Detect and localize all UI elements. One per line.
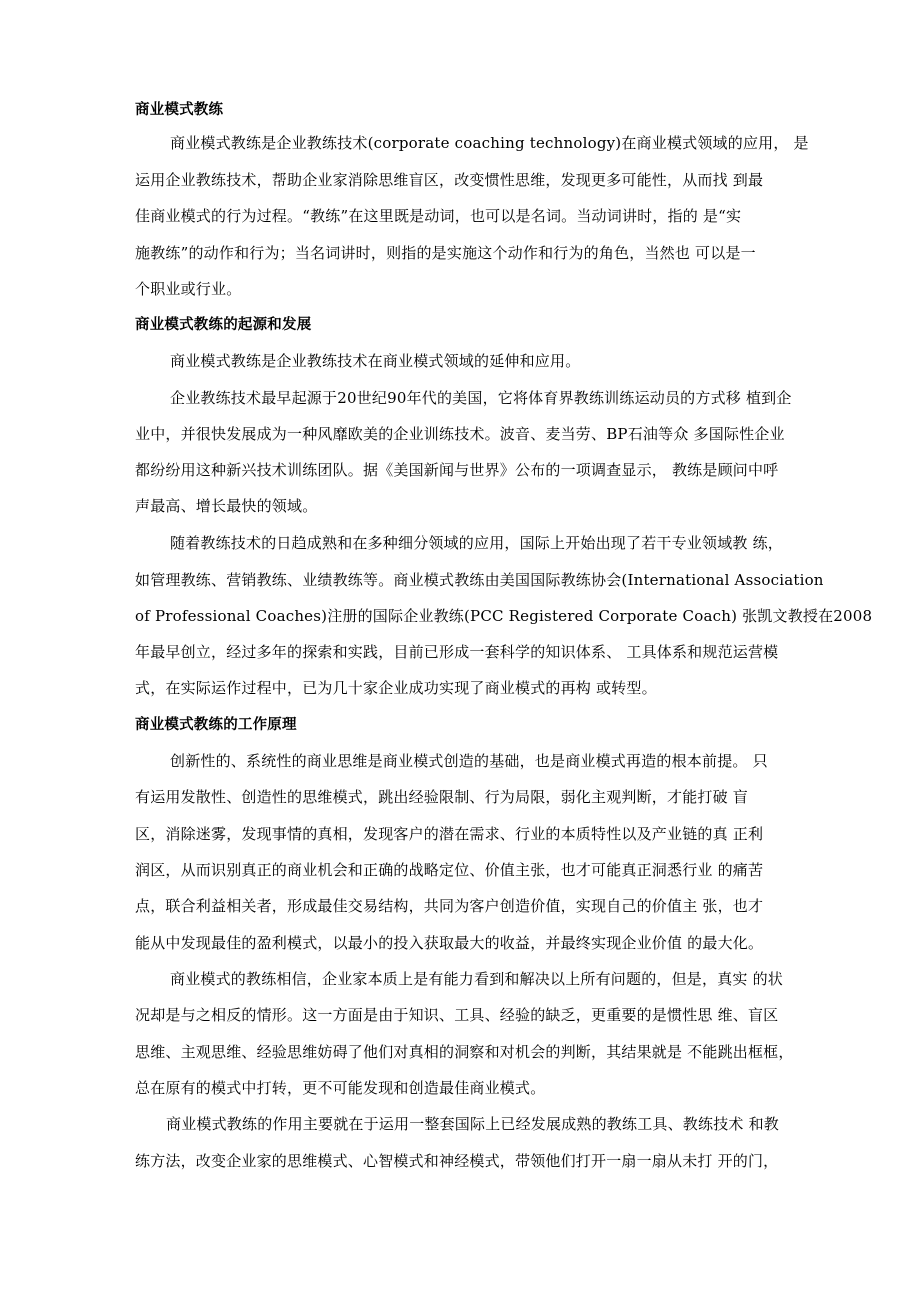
paragraph-line: 商业模式教练是企业教练技术在商业模式领域的延伸和应用。	[170, 352, 581, 370]
paragraph-line: 况却是与之相反的情形。这一方面是由于知识、工具、经验的缺乏，更重要的是惯性思 维、盲区	[135, 1006, 779, 1024]
paragraph-line: 润区，从而识别真正的商业机会和正确的战略定位、价值主张，也才可能真正洞悉行业 的痛苦	[135, 861, 764, 879]
paragraph-line: 练方法，改变企业家的思维模式、心智模式和神经模式，带领他们打开一扇一扇从未打 开的门，	[135, 1152, 779, 1170]
paragraph-line: 商业模式教练是企业教练技术(corporate coaching technology)在商业模式领域的应用， 是	[170, 134, 809, 152]
paragraph-line: of Professional Coaches)注册的国际企业教练(PCC Registered Corporate Coach) 张凯文教授在2008	[135, 607, 873, 625]
paragraph-line: 能从中发现最佳的盈利模式，以最小的投入获取最大的收益，并最终实现企业价值 的最大化。	[135, 934, 764, 952]
paragraph-line: 思维、主观思维、经验思维妨碍了他们对真相的洞察和对机会的判断，其结果就是 不能跳出框框，	[135, 1043, 794, 1061]
paragraph-line: 年最早创立，经过多年的探索和实践，目前已形成一套科学的知识体系、 工具体系和规范运营模	[135, 643, 779, 661]
paragraph-line: 企业教练技术最早起源于20世纪90年代的美国，它将体育界教练训练运动员的方式移 植到企	[170, 389, 792, 407]
paragraph-line: 声最高、增长最快的领域。	[135, 497, 318, 515]
paragraph-line: 商业模式教练的作用主要就在于运用一整套国际上已经发展成熟的教练工具、教练技术 和教	[166, 1115, 779, 1133]
paragraph-line: 式，在实际运作过程中，已为几十家企业成功实现了商业模式的再构 或转型。	[135, 679, 657, 697]
paragraph-line: 区，消除迷雾，发现事情的真相，发现客户的潜在需求、行业的本质特性以及产业链的真 正利	[135, 825, 764, 843]
paragraph-line: 施教练”的动作和行为；当名词讲时，则指的是实施这个动作和行为的角色，当然也 可以是一	[135, 244, 756, 262]
paragraph-line: 总在原有的模式中打转，更不可能发现和创造最佳商业模式。	[135, 1079, 546, 1097]
section-heading: 商业模式教练	[135, 102, 224, 118]
paragraph-line: 运用企业教练技术，帮助企业家消除思维盲区，改变惯性思维，发现更多可能性，从而找 到最	[135, 171, 764, 189]
section-heading: 商业模式教练的起源和发展	[135, 317, 312, 333]
paragraph-line: 有运用发散性、创造性的思维模式，跳出经验限制、行为局限，弱化主观判断，才能打破 盲	[135, 788, 748, 806]
paragraph-line: 个职业或行业。	[135, 280, 242, 298]
paragraph-line: 创新性的、系统性的商业思维是商业模式创造的基础，也是商业模式再造的根本前提。 只	[170, 752, 768, 770]
paragraph-line: 都纷纷用这种新兴技术训练团队。据《美国新闻与世界》公布的一项调查显示， 教练是顾问中呼	[135, 461, 779, 479]
paragraph-line: 业中，并很快发展成为一种风靡欧美的企业训练技术。波音、麦当劳、BP石油等众 多国际性企业	[135, 425, 785, 443]
paragraph-line: 商业模式的教练相信，企业家本质上是有能力看到和解决以上所有问题的，但是，真实 的状	[170, 970, 783, 988]
paragraph-line: 如管理教练、营销教练、业绩教练等。商业模式教练由美国国际教练协会(International Association	[135, 571, 824, 589]
paragraph-line: 佳商业模式的行为过程。“教练”在这里既是动词，也可以是名词。当动词讲时，指的 是“实	[135, 207, 742, 225]
paragraph-line: 点，联合利益相关者，形成最佳交易结构，共同为客户创造价值，实现自己的价值主 张，也才	[135, 897, 764, 915]
paragraph-line: 随着教练技术的日趋成熟和在多种细分领域的应用，国际上开始出现了若干专业领域教 练，	[170, 534, 783, 552]
section-heading: 商业模式教练的工作原理	[135, 717, 297, 733]
